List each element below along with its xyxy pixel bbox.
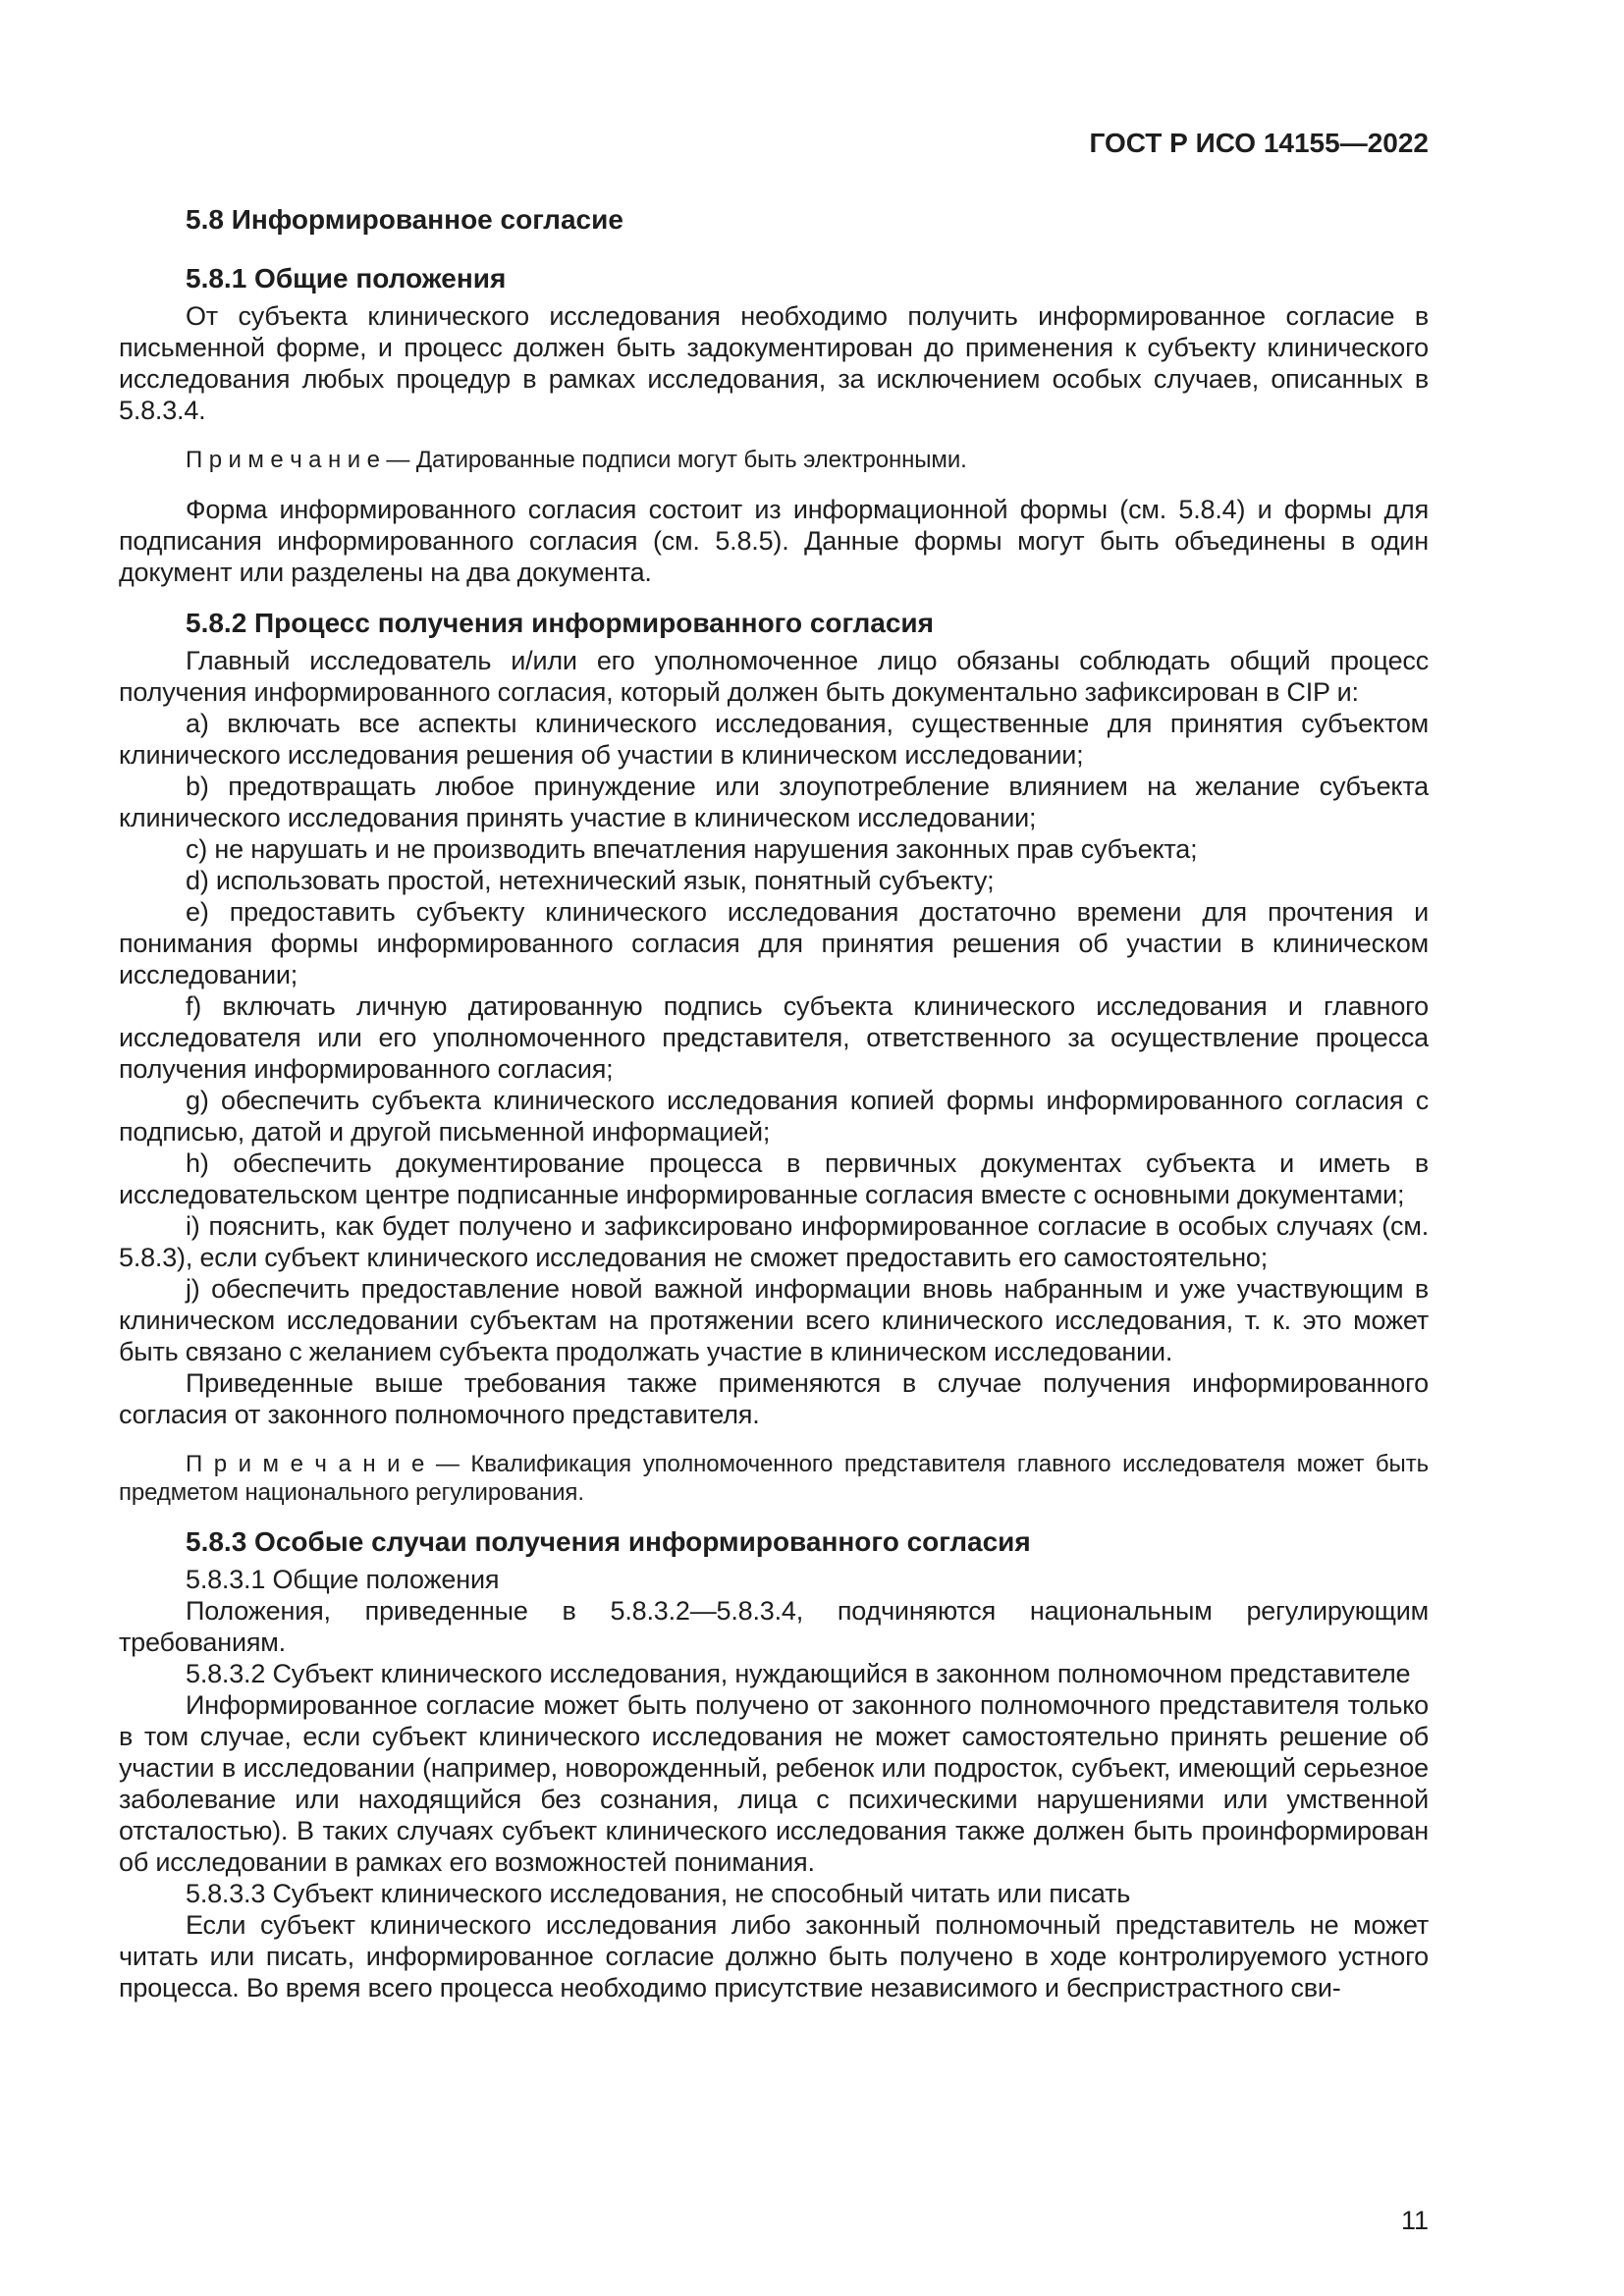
list-item-a: a) включать все аспекты клинического исследования, существенные для принятия субъектом клинического исследования решения об участии в клиническом исследовании;	[119, 709, 1429, 770]
subheading-5-8-3-2: 5.8.3.2 Субъект клинического исследования, нуждающийся в законном полномочном представителе	[186, 1659, 1411, 1688]
subheading-5-8-3-3: 5.8.3.3 Субъект клинического исследования, не способный читать или писать	[186, 1879, 1131, 1908]
list-item-h: h) обеспечить документирование процесса в первичных документах субъекта и иметь в исследовательском центре подписанные информированные согласия вместе с основными документами;	[119, 1148, 1429, 1209]
note-representative-qualification: П р и м е ч а н и е — Квалификация уполномоченного представителя главного исследователя может быть предметом национального регулирования.	[119, 1451, 1429, 1506]
list-item-i: i) пояснить, как будет получено и зафиксировано информированное согласие в особых случаях (см. 5.8.3), если субъект клинического исследования не сможет предоставить его самостоятельно;	[119, 1211, 1429, 1272]
paragraph-national-requirements: Положения, приведенные в 5.8.3.2—5.8.3.4, подчиняются национальным регулирующим требованиям.	[119, 1596, 1429, 1657]
list-item-d: d) использовать простой, нетехнический язык, понятный субъекту;	[186, 866, 995, 895]
paragraph-consent-process-intro: Главный исследователь и/или его уполномоченное лицо обязаны соблюдать общий процесс получения информированного согласия, который должен быть документально зафиксирован в CIP и:	[119, 646, 1429, 707]
paragraph-informed-consent-intro: От субъекта клинического исследования необходимо получить информированное согласие в письменной форме, и процесс должен быть задокументирован до применения к субъекту клинического исследования любых процедур в рамках исследования, за исключением особых случаев, описанных в 5.8.3.4.	[119, 301, 1429, 425]
heading-5-8-3: 5.8.3 Особые случаи получения информированного согласия	[186, 1526, 1031, 1557]
list-item-e: e) предоставить субъекту клинического исследования достаточно времени для прочтения и понимания формы информированного согласия для принятия решения об участии в клиническом исследовании;	[119, 897, 1429, 989]
page-number: 11	[1400, 2206, 1429, 2235]
paragraph-consent-form-parts: Форма информированного согласия состоит из информационной формы (см. 5.8.4) и формы для подписания информированного согласия (см. 5.8.5). Данные формы могут быть объединены в один документ или разделены на два документа.	[119, 495, 1429, 587]
list-item-g: g) обеспечить субъекта клинического исследования копией формы информированного согласия с подписью, датой и другой письменной информацией;	[119, 1086, 1429, 1147]
note-electronic-signatures: П р и м е ч а н и е — Датированные подписи могут быть электронными.	[186, 447, 967, 473]
paragraph-legal-representative-consent: Информированное согласие может быть получено от законного полномочного представителя только в том случае, если субъект клинического исследования не может самостоятельно принять решение об участии в исследовании (например, новорожденный, ребенок или подросток, субъект, имеющий серьезное заболевание или находящийся без сознания, лица с психическими нарушениями или умственной отсталостью). В таких случаях субъект клинического исследования также должен быть проинформирован об исследовании в рамках его возможностей понимания.	[119, 1690, 1429, 1877]
heading-5-8-2: 5.8.2 Процесс получения информированного согласия	[186, 608, 934, 638]
list-item-c: c) не нарушать и не производить впечатления нарушения законных прав субъекта;	[186, 834, 1198, 864]
document-header	[119, 128, 1429, 159]
paragraph-unable-to-read-write: Если субъект клинического исследования либо законный полномочный представитель не может читать или писать, информированное согласие должно быть получено в ходе контролируемого устного процесса. Во время всего процесса необходимо присутствие независимого и беспристрастного сви-	[119, 1910, 1429, 2002]
heading-5-8: 5.8 Информированное согласие	[186, 204, 623, 235]
list-item-b: b) предотвращать любое принуждение или злоупотребление влиянием на желание субъекта клинического исследования принять участие в клиническом исследовании;	[119, 772, 1429, 832]
list-item-f: f) включать личную датированную подпись субъекта клинического исследования и главного исследователя или его уполномоченного представителя, ответственного за осуществление процесса получения информированного согласия;	[119, 991, 1429, 1084]
heading-5-8-1: 5.8.1 Общие положения	[186, 263, 507, 294]
subheading-5-8-3-1: 5.8.3.1 Общие положения	[186, 1565, 500, 1594]
list-item-j: j) обеспечить предоставление новой важной информации вновь набранным и уже участвующим в клиническом исследовании субъектам на протяжении всего клинического исследования, т. к. это может быть связано с желанием субъекта продолжать участие в клиническом исследовании.	[119, 1274, 1429, 1366]
paragraph-legal-representative-applies: Приведенные выше требования также применяются в случае получения информированного согласия от законного полномочного представителя.	[119, 1368, 1429, 1429]
standard-code: ГОСТ Р ИСО 14155—2022	[1089, 128, 1429, 158]
